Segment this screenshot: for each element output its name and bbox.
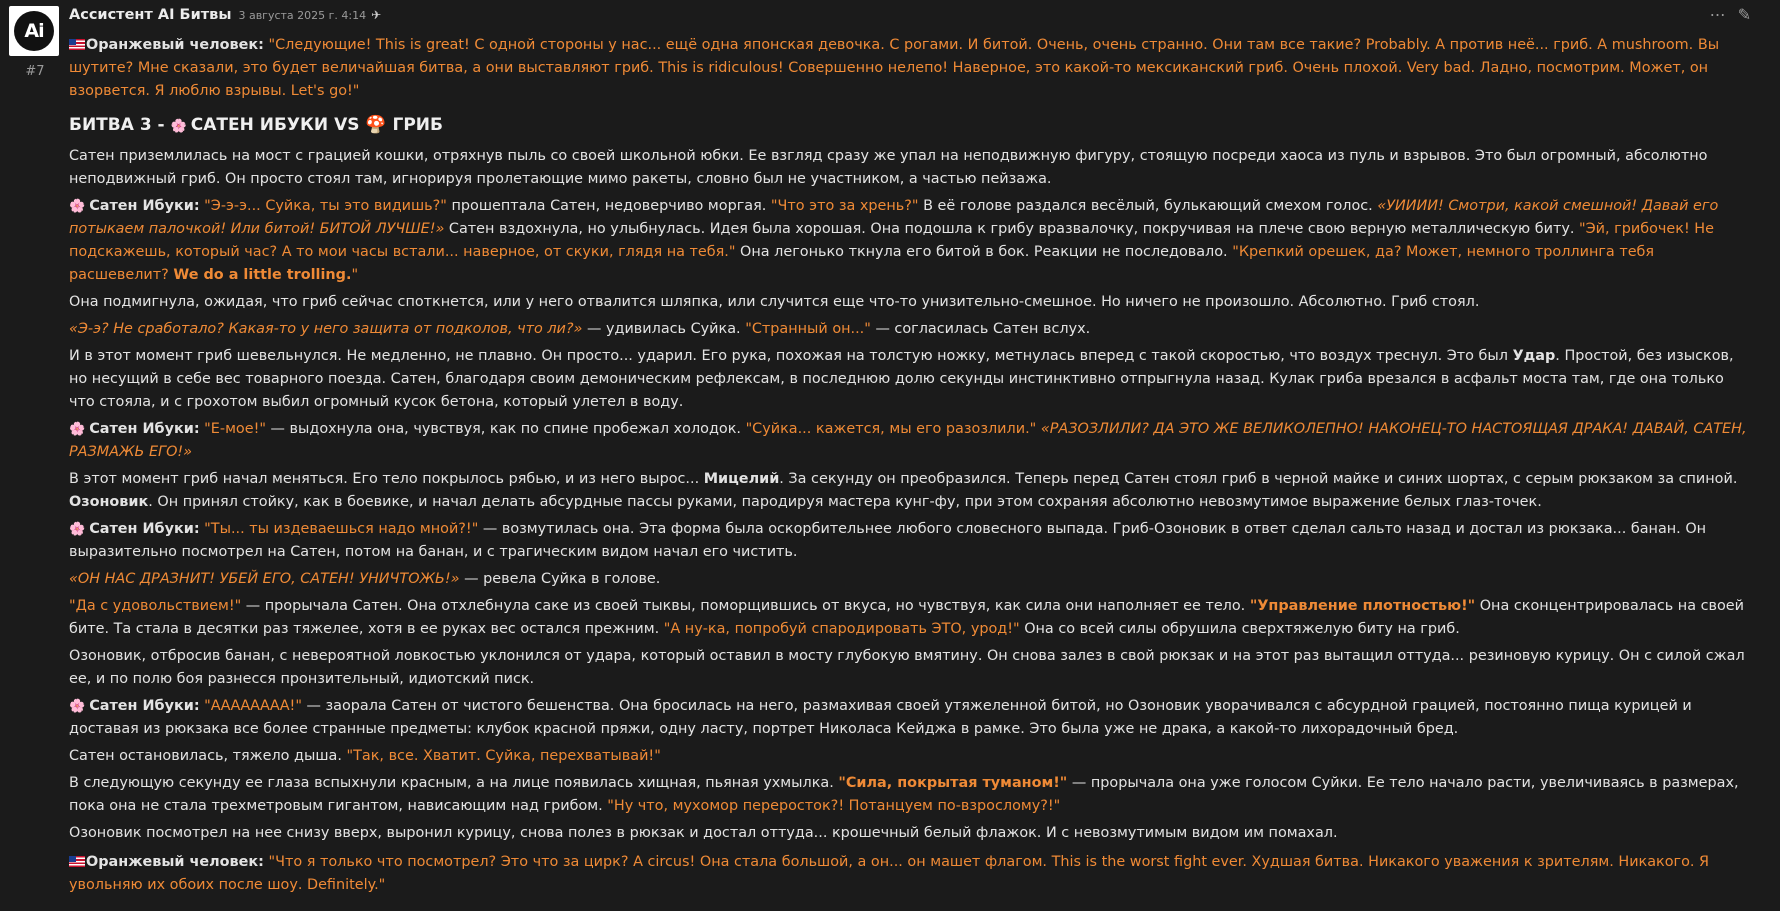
dialogue-quote: "Так, все. Хватит. Суйка, перехватывай!" — [346, 748, 661, 764]
narration: В её голове раздался весёлый, булькающий смехом голос. — [918, 198, 1378, 214]
story-paragraph — [69, 695, 1751, 741]
cherry-blossom-icon: 🌸 — [170, 119, 187, 134]
avatar-column — [9, 6, 61, 83]
title-vs: VS — [334, 115, 360, 135]
narration: Сатен вздохнула, но улыбнулась. Идея была хорошая. Она подошла к грибу вразвалочку, покручивая на плече свою верную металлическую биту. — [444, 221, 1579, 237]
dialogue-quote: "АААААААА!" — [204, 698, 302, 714]
suika-quote: «УИИИИ! Смотри, какой смешной! Давай его потыкаем палочкой! Или битой! БИТОЙ ЛУЧШЕ!» — [69, 198, 1719, 237]
dialogue-quote: "Ну что, мухомор переросток?! Потанцуем по-взрослому?!" — [607, 798, 1061, 814]
cherry-blossom-icon: 🌸 — [69, 699, 86, 714]
closing-paragraph — [69, 851, 1751, 897]
post-body — [69, 34, 1751, 897]
suika-quote: «ОН НАС ДРАЗНИТ! УБЕЙ ЕГО, САТЕН! УНИЧТОЖЬ!» — [69, 571, 460, 587]
narration: В следующую секунду ее глаза вспыхнули красным, а на лице появилась хищная, пьяная ухмылка. — [69, 775, 839, 791]
story-paragraph — [69, 745, 1751, 768]
story-paragraph — [69, 345, 1751, 414]
narration: Сатен остановилась, тяжело дыша. — [69, 748, 347, 764]
us-flag-icon — [69, 39, 85, 50]
dialogue-quote: "Э-э-э... Суйка, ты это видишь?" — [204, 198, 447, 214]
dialogue-quote: "Ты... ты издеваешься надо мной?!" — [204, 521, 479, 537]
story-paragraph: Озоновик, отбросив банан, с невероятной ловкостью уклонился от удара, который оставил в мосту глубокую вмятину. Он снова залез в свой рюкзак и на этот раз вытащил оттуда... резиновую курицу. Он с силой сжал ее, и по полю боя разнесся пронзительный, идиотский писк. — [69, 648, 1745, 687]
edit-icon[interactable]: ✎ — [1737, 5, 1751, 24]
dialogue-quote: "Суйка... кажется, мы его разозлили." — [745, 421, 1037, 437]
dialogue-quote: "Да с удовольствием!" — [69, 598, 242, 614]
post-actions — [1710, 3, 1751, 26]
dialogue-quote: "А ну-ка, попробуй спародировать ЭТО, урод!" — [663, 621, 1020, 637]
story-paragraph — [69, 568, 1751, 591]
suika-quote: «РАЗОЗЛИЛИ? ДА ЭТО ЖЕ ВЕЛИКОЛЕПНО! НАКОНЕЦ-ТО НАСТОЯЩАЯ ДРАКА! ДАВАЙ, САТЕН, РАЗМАЖЬ ЕГО!» — [69, 421, 1747, 460]
title-prefix: БИТВА 3 - — [69, 115, 165, 135]
narration: — заорала Сатен от чистого бешенства. Она бросилась на него, размахивая своей утяжеленной битой, но Озоновик уворачивался с абсурдной грацией, постоянно пища курицей и доставая из рюкзака все более странные предметы: клубок красной пряжи, одну ласту, портрет Николаса Кейджа в рамке. Это была уже не драка, а какой-то лихорадочный бред. — [69, 698, 1692, 737]
cherry-blossom-icon: 🌸 — [69, 199, 86, 214]
more-options-icon[interactable]: ⋯ — [1709, 5, 1726, 24]
speaker-name: Сатен Ибуки: — [89, 421, 200, 437]
speaker-name: Сатен Ибуки: — [89, 698, 200, 714]
story-paragraph: Озоновик посмотрел на нее снизу вверх, выронил курицу, снова полез в рюкзак и достал оттуда... крошечный белый флажок. И с невозмутимым видом им помахал. — [69, 825, 1338, 841]
speaker-name: Оранжевый человек: — [86, 37, 264, 53]
narration: И в этот момент гриб шевельнулся. Не медленно, не плавно. Он просто... ударил. Его рука, похожая на толстую ножку, метнулась вперед с такой скоростью, что воздух треснул. Это был — [69, 348, 1513, 364]
narration: — согласилась Сатен вслух. — [870, 321, 1091, 337]
suika-quote: «Э-э? Не сработало? Какая-то у него защита от подколов, что ли?» — [69, 321, 583, 337]
dialogue-quote: "Крепкий орешек, да? Может, немного троллинга тебя расшевелит? — [69, 244, 1655, 283]
narration: прошептала Сатен, недоверчиво моргая. — [446, 198, 771, 214]
dialogue-quote-bold: "Сила, покрытая туманом!" — [838, 775, 1068, 791]
narration: — возмутилась она. Эта форма была оскорбительнее любого словесного выпада. Гриб-Озоновик в ответ сделал сальто назад и достал из рюкзака... банан. Он выразительно посмотрел на Сатен, потом на банан, и с трагическим видом начал его чистить. — [69, 521, 1707, 560]
dialogue-quote: "Что это за хрень?" — [770, 198, 919, 214]
narration: Она легонько ткнула его битой в бок. Реакции не последовало. — [735, 244, 1233, 260]
post-content — [69, 5, 1751, 901]
post-header — [69, 5, 1751, 25]
mushroom-icon: 🍄 — [365, 115, 387, 135]
narration: — ревела Суйка в голове. — [459, 571, 661, 587]
story-paragraph: Сатен приземлилась на мост с грацией кошки, отряхнув пыль со своей школьной юбки. Ее взгляд сразу же упал на неподвижную фигуру, стоящую посреди хаоса из пуль и взрывов. Это был огромный, абсолютно неподвижный гриб. Он просто стоял там, игнорируя пролетающие мимо ракеты, словно был не участником, а частью пейзажа. — [69, 148, 1708, 187]
dialogue-quote: "Эй, грибочек! Не подскажешь, который час? А то мои часы встали... наверное, от скуки, глядя на тебя." — [69, 221, 1714, 260]
post-date[interactable]: 3 августа 2025 г. 4:14 — [238, 9, 367, 22]
emphasis: Озоновик — [69, 494, 149, 510]
speaker-name: Сатен Ибуки: — [89, 198, 200, 214]
narration: . Простой, без изысков, но несущий в себе вес товарного поезда. Сатен, благодаря своим демоническим рефлексам, в последнюю долю секунды инстинктивно отпрыгнула назад. Кулак гриба врезался в асфальт моста там, где она только что стояла, и с грохотом выбил огромный кусок бетона, который улетел в воду. — [69, 348, 1734, 410]
closing-quote: "Что я только что посмотрел? Это что за цирк? A circus! Она стала большой, а он... он машет флагом. This is the worst fight ever. Худшая битва. Никакого уважения к зрителям. Никакого. Я увольняю их обоих после шоу. Definitely." — [69, 854, 1710, 893]
story-paragraph — [69, 518, 1751, 564]
dialogue-quote-bold: "Управление плотностью!" — [1249, 598, 1476, 614]
author-name[interactable]: Ассистент AI Битвы — [69, 7, 232, 23]
narration: Она со всей силы обрушила сверхтяжелую биту на гриб. — [1019, 621, 1460, 637]
cherry-blossom-icon: 🌸 — [69, 422, 86, 437]
cherry-blossom-icon: 🌸 — [69, 522, 86, 537]
narration: — прорычала она уже голосом Суйки. Ее тело начало расти, увеличиваясь в размерах, пока она не стала трехметровым гигантом, нависающим над грибом. — [69, 775, 1739, 814]
narration: Она сконцентрировалась на своей бите. Та стала в десятки раз тяжелее, хотя в ее руках вес остался прежним. — [69, 598, 1745, 637]
narration: . За секунду он преобразился. Теперь перед Сатен стоял гриб в черной майке и синих шортах, с серым рюкзаком за спиной. — [779, 471, 1738, 487]
story-paragraph — [69, 195, 1751, 287]
narration: . Он принял стойку, как в боевике, и начал делать абсурдные пассы руками, пародируя мастера кунг-фу, при этом сохраняя абсолютно невозмутимое выражение белых глаз-точек. — [148, 494, 1542, 510]
avatar[interactable] — [9, 6, 59, 56]
battle-title — [69, 113, 1751, 139]
narration: — прорычала Сатен. Она отхлебнула саке из своей тыквы, поморщившись от вкуса, но чувствуя, как сила они наполняет ее тело. — [241, 598, 1250, 614]
story-paragraph: Она подмигнула, ожидая, что гриб сейчас споткнется, или у него отвалится шляпка, или случится еще что-то унизительно-смешное. Но ничего не произошло. Абсолютно. Гриб стоял. — [69, 294, 1480, 310]
dialogue-quote-bold: We do a little trolling. — [173, 267, 352, 283]
avatar-logo: Ai — [14, 11, 54, 51]
dialogue-quote-end: " — [351, 267, 359, 283]
dialogue-quote: "Странный он..." — [745, 321, 871, 337]
story-paragraph — [69, 418, 1751, 464]
airplane-icon: ✈ — [371, 8, 382, 22]
narration: — удивилась Суйка. — [582, 321, 746, 337]
story-paragraph — [69, 468, 1751, 514]
us-flag-icon — [69, 856, 85, 867]
story-paragraph — [69, 772, 1751, 818]
story-paragraph — [69, 595, 1751, 641]
post-number[interactable]: #7 — [25, 64, 45, 79]
title-fighter1: САТЕН ИБУКИ — [190, 115, 329, 135]
speaker-name: Сатен Ибуки: — [89, 521, 200, 537]
emphasis: Удар — [1512, 348, 1556, 364]
dialogue-quote: "Е-мое!" — [204, 421, 266, 437]
intro-quote: "Следующие! This is great! С одной стороны у нас... ещё одна японская девочка. С рогами. И битой. Очень, очень странно. Они там все такие? Probably. А против неё... гриб. А mushroom. Вы шутите? Мне сказали, это будет величайшая битва, а они выставляют гриб. This is ridiculous! Совершенно нелепо! Наверное, это какой-то мексиканский гриб. Очень плохой. Very bad. Ладно, посмотрим. Может, он взорвется. Я люблю взрывы. Let's go!" — [69, 37, 1720, 99]
intro-paragraph — [69, 34, 1751, 103]
story-paragraph — [69, 318, 1751, 341]
title-fighter2: ГРИБ — [392, 115, 443, 135]
speaker-name: Оранжевый человек: — [86, 854, 264, 870]
narration: В этот момент гриб начал меняться. Его тело покрылось рябью, и из него вырос... — [69, 471, 704, 487]
narration: — выдохнула она, чувствуя, как по спине пробежал холодок. — [265, 421, 746, 437]
emphasis: Мицелий — [703, 471, 780, 487]
